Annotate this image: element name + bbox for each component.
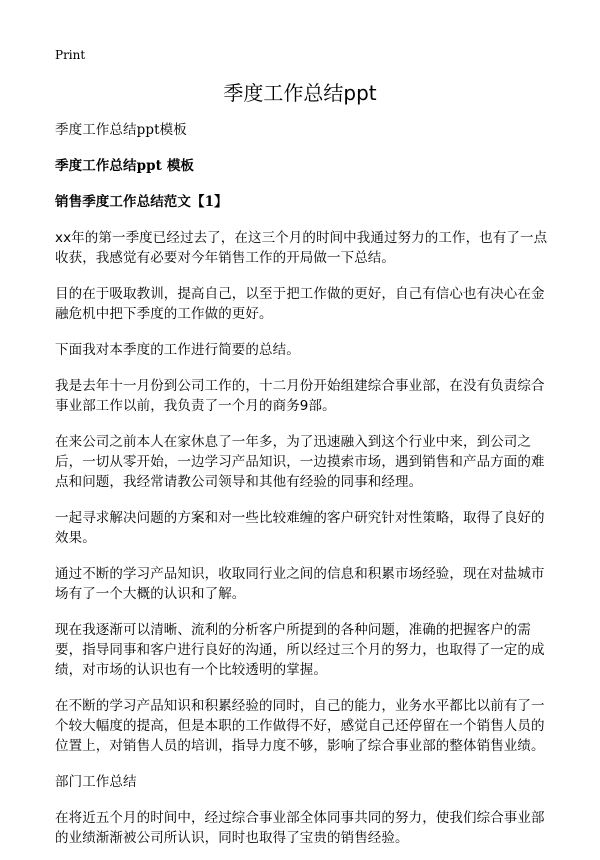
section-heading: 销售季度工作总结范文【1】: [55, 194, 228, 210]
body-paragraph: 在来公司之前本人在家休息了一年多，为了迅速融入到这个行业中来，到公司之后，一切从零开始，一边学习产品知识，一边摸索市场，遇到销售和产品方面的难点和问题，我经常请教公司领导和其他有经验的同事和经理。: [55, 434, 545, 490]
body-paragraph: 一起寻求解决问题的方案和对一些比较难缠的客户研究针对性策略，取得了良好的效果。: [55, 510, 545, 546]
body-paragraph: 目的在于吸取教训，提高自己，以至于把工作做的更好，自己有信心也有决心在金融危机中把下季度的工作做的更好。: [55, 286, 545, 322]
body-paragraph: 我是去年十一月份到公司工作的，十二月份开始组建综合事业部，在没有负责综合事业部工作以前，我负责了一个月的商务9部。: [55, 378, 545, 414]
section-heading: 部门工作总结: [55, 774, 137, 790]
section-heading: 季度工作总结ppt 模板: [55, 158, 195, 174]
document-body: [55, 120, 550, 860]
body-paragraph: 下面我对本季度的工作进行简要的总结。: [55, 342, 300, 358]
document-title: 季度工作总结ppt: [223, 81, 377, 105]
body-paragraph: xx年的第一季度已经过去了，在这三个月的时间中我通过努力的工作，也有了一点收获，我感觉有必要对今年销售工作的开局做一下总结。: [55, 230, 548, 266]
body-paragraph: 通过不断的学习产品知识，收取同行业之间的信息和积累市场经验，现在对盐城市场有了一个大概的认识和了解。: [55, 566, 545, 602]
body-paragraph: 现在我逐渐可以清晰、流利的分析客户所提到的各种问题，准确的把握客户的需要，指导同事和客户进行良好的沟通，所以经过三个月的努力，也取得了一定的成绩，对市场的认识也有一个比较透明的掌握。: [55, 622, 545, 678]
body-paragraph: 在将近五个月的时间中，经过综合事业部全体同事共同的努力，使我们综合事业部的业绩渐渐被公司所认识，同时也取得了宝贵的销售经验。: [55, 810, 545, 846]
subtitle-paragraph: 季度工作总结ppt模板: [55, 122, 187, 138]
body-paragraph: 在不断的学习产品知识和积累经验的同时，自己的能力，业务水平都比以前有了一个较大幅度的提高，但是本职的工作做得不好，感觉自己还停留在一个销售人员的位置上，对销售人员的培训，指导力度不够，影响了综合事业部的整体销售业绩。: [55, 698, 545, 754]
print-label: Print: [55, 48, 86, 62]
